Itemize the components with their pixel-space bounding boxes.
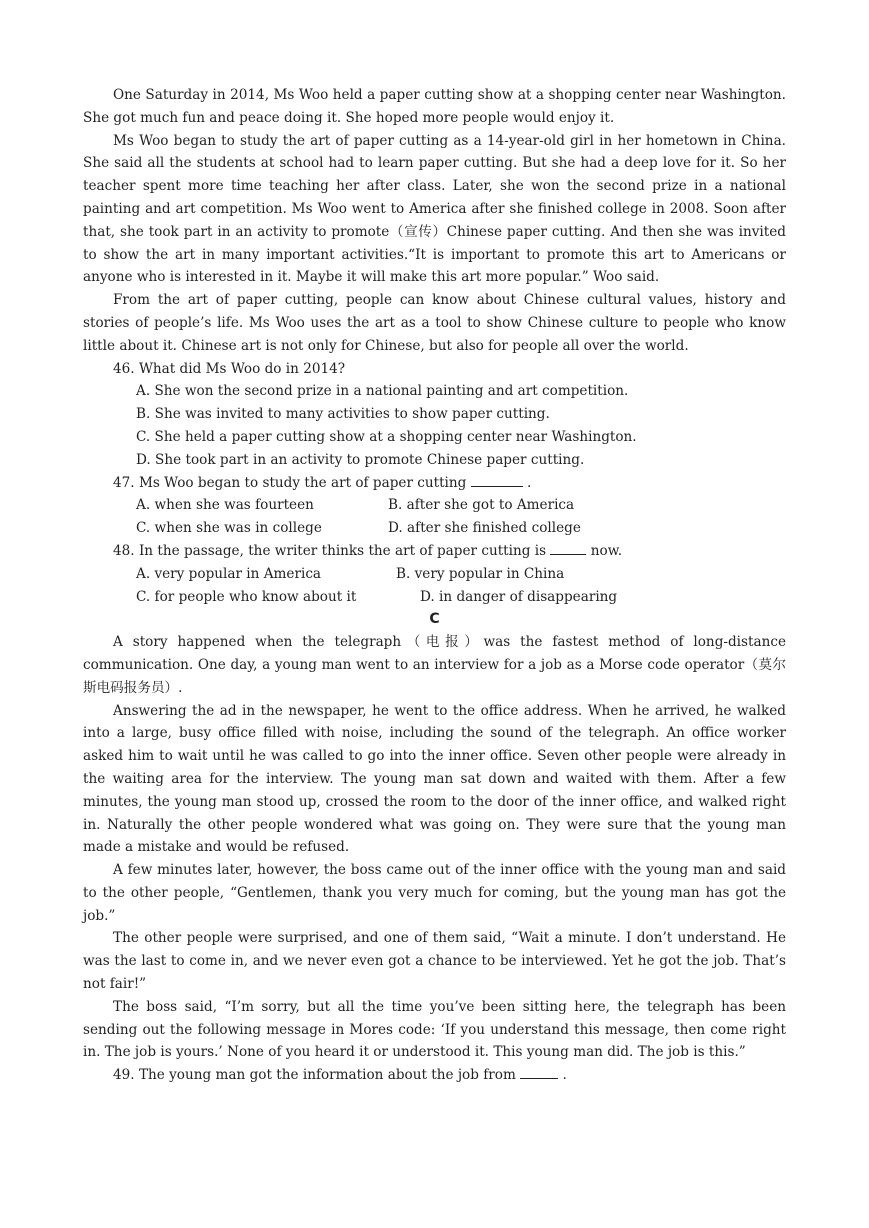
option-a[interactable]: A. She won the second prize in a national painting and art competition. [136,383,629,400]
option-b[interactable]: B. very popular in China [396,565,565,582]
option-c[interactable]: C. She held a paper cutting show at a shopping center near Washington. [136,428,637,445]
question-stem-text: 49. The young man got the information about the job from [113,1067,516,1084]
question-stem [83,540,786,563]
option-d[interactable]: D. She took part in an activity to promote Chinese paper cutting. [136,451,585,468]
option-row [83,517,786,540]
passage-paragraph: From the art of paper cutting, people can know about Chinese cultural values, history and stories of people’s life. Ms Woo uses the art as a tool to show Chinese culture to people who know little about it. Chinese art is not only for Chinese, but also for people all over the world. [83,292,786,354]
passage-c [83,631,786,1064]
question-48 [83,540,786,608]
answer-blank[interactable] [550,542,586,555]
exam-page [83,84,786,1087]
passage-paragraph: A few minutes later, however, the boss came out of the inner office with the young man and said to the other people, “Gentlemen, thank you very much for coming, but the young man has got the job.” [83,862,786,924]
option-d[interactable]: D. in danger of disappearing [420,588,618,605]
option-d[interactable]: D. after she finished college [388,520,581,537]
option-a[interactable]: A. very popular in America [136,565,322,582]
option-b[interactable]: B. after she got to America [388,497,575,514]
question-46 [83,358,786,472]
option-c[interactable]: C. for people who know about it [136,588,357,605]
option-b[interactable]: B. She was invited to many activities to show paper cutting. [136,406,550,423]
passage-paragraph: One Saturday in 2014, Ms Woo held a paper cutting show at a shopping center near Washington. She got much fun and peace doing it. She hoped more people would enjoy it. [83,87,786,126]
section-heading: C [429,611,440,628]
answer-blank[interactable] [520,1066,558,1079]
option-row [83,586,786,609]
passage-paragraph: A story happened when the telegraph（电报）was the fastest method of long-distance communication. One day, a young man went to an interview for a job as a Morse code operator（莫尔斯电码报务员）. [83,634,786,696]
question-stem [83,1064,786,1087]
question-stem-text: 47. Ms Woo began to study the art of paper cutting [113,474,467,491]
question-stem-end: now. [590,542,623,559]
option-row [83,563,786,586]
option-c[interactable]: C. when she was in college [136,520,322,537]
question-49 [83,1064,786,1087]
passage-paragraph: The boss said, “I’m sorry, but all the time you’ve been sitting here, the telegraph has been sending out the following message in Mores code: ‘If you understand this message, then come right in. The job is yours.’ None of you heard it or understood it. This young man did. The job is this.” [83,998,786,1061]
passage-paragraph: Answering the ad in the newspaper, he went to the office address. When he arrived, he walked into a large, busy office filled with noise, including the sound of the telegraph. An office worker asked him to wait until he was called to go into the inner office. Seven other people were already in the waiting area for the interview. The young man sat down and waited with them. After a few minutes, the young man stood up, crossed the room to the door of the inner office, and walked right in. Naturally the other people wondered what was going on. They were sure that the young man made a mistake and would be refused. [83,702,786,856]
question-stem-end: . [527,474,532,491]
question-stem: 46. What did Ms Woo do in 2014? [113,360,346,377]
question-stem-text: 48. In the passage, the writer thinks the art of paper cutting is [113,542,547,559]
passage-paragraph: The other people were surprised, and one of them said, “Wait a minute. I don’t understand. He was the last to come in, and we never even got a chance to be interviewed. Yet he got the job. That’s not fair!” [83,930,786,993]
answer-blank[interactable] [471,474,523,487]
question-stem [83,472,786,495]
option-row [83,494,786,517]
question-stem-end: . [562,1067,567,1084]
passage-b [83,84,786,358]
option-a[interactable]: A. when she was fourteen [136,497,314,514]
passage-paragraph: Ms Woo began to study the art of paper cutting as a 14-year-old girl in her hometown in China. She said all the students at school had to learn paper cutting. But she had a deep love for it. So her teacher spent more time teaching her after class. Later, she won the second prize in a national painting and art competition. Ms Woo went to America after she finished college in 2008. Soon after that, she took part in an activity to promote（宣传）Chinese paper cutting. And then she was invited to show the art in many important activities.“It is important to promote this art to Americans or anyone who is interested in it. Maybe it will make this art more popular.” Woo said. [83,132,786,286]
question-47 [83,472,786,540]
